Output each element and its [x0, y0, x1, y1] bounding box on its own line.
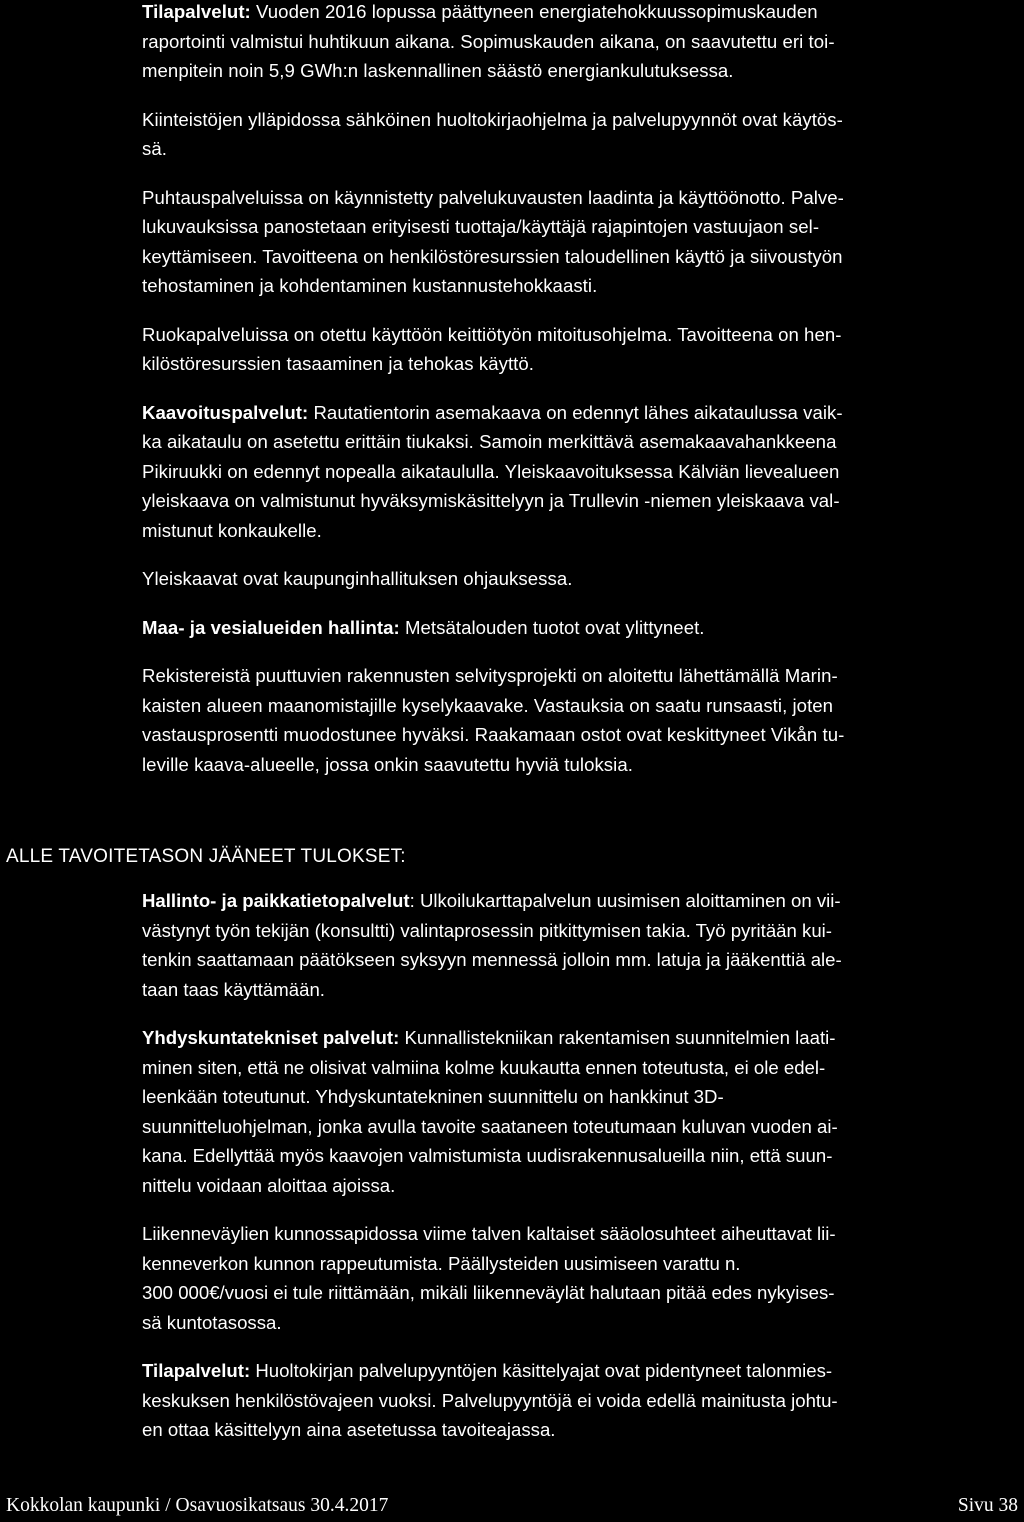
paragraph — [142, 398, 1017, 546]
paragraph — [142, 320, 1017, 379]
paragraph-lead: Maa- ja vesialueiden hallinta: — [142, 616, 400, 638]
paragraph-text: Kiinteistöjen ylläpidossa sähköinen huoltokirjaohjelma ja palvelupyynnöt ovat käytös- sä. — [142, 108, 843, 159]
paragraph-lead: Hallinto- ja paikkatietopalvelut — [142, 890, 410, 911]
paragraph-text: Liikenneväylien kunnossapidossa viime talven kaltaiset sääolosuhteet aiheuttavat lii- kenneverkon kunnon rappeutumista. Päällysteiden uusimiseen varattu n. 300 000€/vuosi ei tule riittämään, mikäli liikenneväylät halutaan pitää edes nykyises- sä kuntotasossa. — [142, 1223, 836, 1333]
paragraph — [142, 661, 1017, 779]
paragraph-text: Huoltokirjan palvelupyyntöjen käsittelyajat ovat pidentyneet talonmies- keskuksen henkilöstövajeen vuoksi. Palvelupyyntöjä ei voida edellä mainitusta johtu- en ottaa käsittelyyn aina asetetussa tavoiteajassa. — [142, 1360, 838, 1440]
paragraph — [142, 1356, 1017, 1445]
paragraph-text: Puhtauspalveluissa on käynnistetty palvelukuvausten laadinta ja käyttöönotto. Palve- lukuvauksissa panostetaan erityisesti tuottaja/käyttäjä rajapintojen vastuujaon sel- keyttämiseen. Tavoitteena on henkilöstöresurssien taloudellinen käyttö ja siivoustyön tehostaminen ja kohdentaminen kustannustehokkaasti. — [142, 186, 844, 296]
paragraph-text: Metsätalouden tuotot ovat ylittyneet. — [399, 616, 705, 638]
paragraph — [142, 886, 1017, 1004]
upper-text-block — [142, 0, 1017, 798]
paragraph — [142, 1219, 1017, 1337]
paragraph — [142, 564, 1017, 594]
paragraph-text: Vuoden 2016 lopussa päättyneen energiatehokkuussopimuskauden raportointi valmistui huhtikuun aikana. Sopimuskauden aikana, on saavutettu eri toi- menpitein noin 5,9 GWh:n laskennallinen säästö energiankulutuksessa. — [142, 1, 835, 81]
section-heading: ALLE TAVOITETASON JÄÄNEET TULOKSET: — [6, 846, 406, 867]
paragraph-lead: Tilapalvelut: — [142, 1, 251, 22]
footer-document-title: Kokkolan kaupunki / Osavuosikatsaus 30.4.2017 — [6, 1495, 389, 1516]
paragraph-lead: Yhdyskuntatekniset palvelut: — [142, 1027, 400, 1048]
paragraph-lead: Kaavoituspalvelut: — [142, 401, 309, 423]
paragraph-text: Yleiskaavat ovat kaupunginhallituksen ohjauksessa. — [142, 568, 573, 589]
paragraph — [142, 183, 1017, 301]
paragraph-text: Ruokapalveluissa on otettu käyttöön keittiötyön mitoitusohjelma. Tavoitteena on hen- kilöstöresurssien tasaaminen ja tehokas käyttö. — [142, 323, 842, 374]
lower-text-block — [142, 886, 1017, 1464]
footer-page-number: Sivu 38 — [957, 1495, 1018, 1516]
paragraph-text: Rautatientorin asemakaava on edennyt lähes aikataulussa vaik- ka aikataulu on asetettu erittäin tiukaksi. Samoin merkittävä asemakaavahankkeena Pikiruukki on edennyt nopealla aikataululla. Yleiskaavoituksessa Kälviän lievealueen yleiskaava on valmistunut hyväksymiskäsittelyyn ja Trullevin -niemen yleiskaava val- mistunut konkaukelle. — [142, 401, 843, 541]
paragraph — [142, 613, 1017, 643]
paragraph-text: Kunnallistekniikan rakentamisen suunnitelmien laati- minen siten, että ne olisivat valmiina kolme kuukautta ennen toteutusta, ei ole edel- leenkään toteutunut. Yhdyskuntatekninen suunnittelu on hankkinut 3D- suunnitteluohjelman, jonka avulla tavoite saataneen toteutumaan kuluvan vuoden ai- kana. Edellyttää myös kaavojen valmistumista uudisrakennusalueilla niin, että suun- nittelu voidaan aloittaa ajoissa. — [142, 1027, 838, 1196]
paragraph-text: Rekistereistä puuttuvien rakennusten selvitysprojekti on aloitettu lähettämällä Marin- kaisten alueen maanomistajille kyselykaavake. Vastauksia on saatu runsaasti, joten vastausprosentti muodostunee hyväksi. Raakamaan ostot ovat keskittyneet Vikån tu- leville kaava-alueelle, jossa onkin saavutettu hyviä tuloksia. — [142, 665, 845, 775]
paragraph-lead: Tilapalvelut: — [142, 1360, 251, 1381]
paragraph-text: : Ulkoilukarttapalvelun uusimisen aloittaminen on vii- västynyt työn tekijän (konsultti) valintaprosessin pitkittymisen takia. Työ pyritään kui- tenkin saattamaan päätökseen syksyyn mennessä jolloin mm. latuja ja jääkenttiä ale- taan taas käyttämään. — [142, 890, 842, 1000]
paragraph — [142, 1023, 1017, 1200]
paragraph — [142, 0, 1017, 86]
paragraph — [142, 105, 1017, 164]
